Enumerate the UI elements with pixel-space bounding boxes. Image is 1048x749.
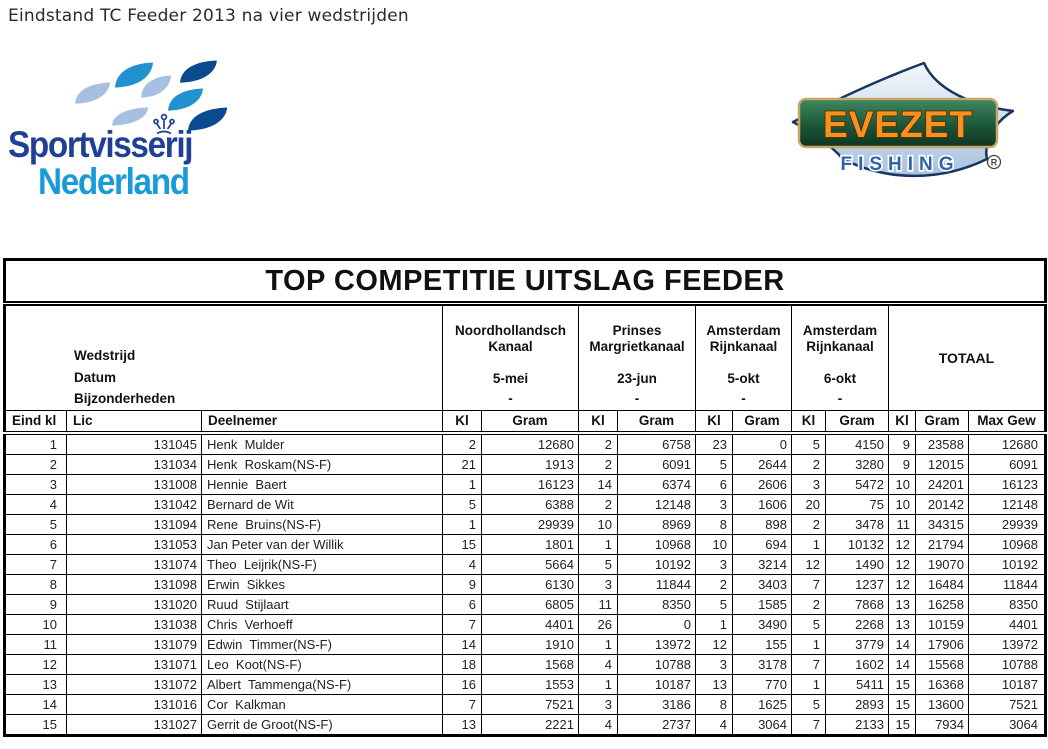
cell-max-gew: 8350 bbox=[969, 595, 1046, 615]
cell-eind-kl: 1 bbox=[5, 433, 67, 455]
cell-kl-tot: 14 bbox=[889, 655, 916, 675]
cell-deelnemer: Gerrit de Groot(NS-F) bbox=[202, 715, 443, 736]
table-row bbox=[5, 555, 1046, 575]
cell-kl-m2: 14 bbox=[579, 475, 618, 495]
cell-deelnemer: Rene Bruins(NS-F) bbox=[202, 515, 443, 535]
cell-gram-m1: 16123 bbox=[482, 475, 579, 495]
table-row bbox=[5, 615, 1046, 635]
cell-lic: 131071 bbox=[67, 655, 202, 675]
cell-kl-m2: 11 bbox=[579, 595, 618, 615]
cell-eind-kl: 15 bbox=[5, 715, 67, 736]
cell-max-gew: 11844 bbox=[969, 575, 1046, 595]
cell-eind-kl: 6 bbox=[5, 535, 67, 555]
cell-kl-m4: 2 bbox=[792, 515, 826, 535]
col-kl-tot: Kl bbox=[889, 411, 916, 434]
cell-deelnemer: Albert Tammenga(NS-F) bbox=[202, 675, 443, 695]
cell-gram-m2: 6758 bbox=[618, 433, 696, 455]
cell-kl-m3: 3 bbox=[696, 495, 733, 515]
cell-gram-m1: 1553 bbox=[482, 675, 579, 695]
table-row bbox=[5, 475, 1046, 495]
col-gram-m3: Gram bbox=[733, 411, 792, 434]
cell-gram-m1: 1910 bbox=[482, 635, 579, 655]
cell-eind-kl: 11 bbox=[5, 635, 67, 655]
cell-max-gew: 10192 bbox=[969, 555, 1046, 575]
cell-gram-m2: 6374 bbox=[618, 475, 696, 495]
cell-kl-m1: 1 bbox=[443, 515, 482, 535]
nederland-wordmark: Nederland bbox=[38, 161, 189, 202]
cell-kl-tot: 15 bbox=[889, 715, 916, 736]
cell-gram-m1: 6388 bbox=[482, 495, 579, 515]
cell-gram-m2: 0 bbox=[618, 615, 696, 635]
results-body bbox=[5, 433, 1046, 736]
cell-gram-m2: 11844 bbox=[618, 575, 696, 595]
cell-kl-m1: 18 bbox=[443, 655, 482, 675]
table-title: TOP COMPETITIE UITSLAG FEEDER bbox=[5, 260, 1046, 304]
label-bijzonderheden: Bijzonderheden bbox=[74, 391, 176, 406]
cell-gram-m3: 3403 bbox=[733, 575, 792, 595]
cell-gram-m2: 6091 bbox=[618, 455, 696, 475]
cell-kl-m3: 2 bbox=[696, 575, 733, 595]
cell-gram-m3: 3064 bbox=[733, 715, 792, 736]
cell-kl-m3: 4 bbox=[696, 715, 733, 736]
cell-lic: 131053 bbox=[67, 535, 202, 555]
cell-gram-tot: 21794 bbox=[916, 535, 969, 555]
cell-kl-tot: 15 bbox=[889, 695, 916, 715]
cell-gram-m1: 7521 bbox=[482, 695, 579, 715]
cell-gram-m2: 3186 bbox=[618, 695, 696, 715]
cell-kl-m4: 7 bbox=[792, 575, 826, 595]
cell-gram-m4: 2893 bbox=[826, 695, 889, 715]
cell-eind-kl: 14 bbox=[5, 695, 67, 715]
cell-gram-m1: 29939 bbox=[482, 515, 579, 535]
cell-deelnemer: Henk Mulder bbox=[202, 433, 443, 455]
cell-kl-m3: 3 bbox=[696, 655, 733, 675]
table-row bbox=[5, 535, 1046, 555]
cell-kl-tot: 15 bbox=[889, 675, 916, 695]
cell-eind-kl: 5 bbox=[5, 515, 67, 535]
cell-kl-m4: 7 bbox=[792, 655, 826, 675]
cell-max-gew: 10968 bbox=[969, 535, 1046, 555]
table-row bbox=[5, 635, 1046, 655]
cell-eind-kl: 10 bbox=[5, 615, 67, 635]
cell-kl-m2: 1 bbox=[579, 635, 618, 655]
cell-eind-kl: 9 bbox=[5, 595, 67, 615]
cell-gram-m4: 4150 bbox=[826, 433, 889, 455]
cell-gram-m1: 6130 bbox=[482, 575, 579, 595]
cell-kl-m1: 14 bbox=[443, 635, 482, 655]
match-4-header bbox=[792, 304, 889, 411]
venues-header-row bbox=[5, 304, 1046, 411]
cell-gram-m4: 1490 bbox=[826, 555, 889, 575]
cell-kl-m2: 3 bbox=[579, 575, 618, 595]
column-header-row bbox=[5, 411, 1046, 434]
cell-kl-m4: 7 bbox=[792, 715, 826, 736]
cell-gram-tot: 19070 bbox=[916, 555, 969, 575]
cell-gram-tot: 24201 bbox=[916, 475, 969, 495]
cell-kl-m1: 2 bbox=[443, 433, 482, 455]
cell-kl-m2: 2 bbox=[579, 495, 618, 515]
cell-kl-m2: 2 bbox=[579, 455, 618, 475]
col-eind-kl: Eind kl bbox=[5, 411, 67, 434]
match-4-venue: Amsterdam Rijnkanaal bbox=[802, 323, 878, 354]
col-lic: Lic bbox=[67, 411, 202, 434]
cell-kl-m2: 3 bbox=[579, 695, 618, 715]
meta-labels-cell bbox=[5, 304, 443, 411]
cell-gram-m2: 10187 bbox=[618, 675, 696, 695]
cell-deelnemer: Ruud Stijlaart bbox=[202, 595, 443, 615]
table-row bbox=[5, 675, 1046, 695]
cell-gram-tot: 34315 bbox=[916, 515, 969, 535]
match-3-bijzonderheden: - bbox=[741, 391, 746, 406]
cell-gram-tot: 12015 bbox=[916, 455, 969, 475]
cell-eind-kl: 12 bbox=[5, 655, 67, 675]
cell-gram-m3: 0 bbox=[733, 433, 792, 455]
cell-gram-m1: 4401 bbox=[482, 615, 579, 635]
cell-gram-m4: 2268 bbox=[826, 615, 889, 635]
cell-gram-m3: 3214 bbox=[733, 555, 792, 575]
cell-kl-m3: 3 bbox=[696, 555, 733, 575]
fishing-wordmark: FISHING bbox=[840, 154, 960, 175]
evezet-wordmark: EVEZET bbox=[823, 104, 973, 145]
match-3-venue: Amsterdam Rijnkanaal bbox=[706, 323, 781, 354]
cell-kl-tot: 10 bbox=[889, 475, 916, 495]
cell-gram-tot: 16258 bbox=[916, 595, 969, 615]
table-row bbox=[5, 695, 1046, 715]
cell-gram-m4: 5472 bbox=[826, 475, 889, 495]
cell-kl-m4: 20 bbox=[792, 495, 826, 515]
cell-kl-m1: 7 bbox=[443, 695, 482, 715]
cell-kl-m2: 2 bbox=[579, 433, 618, 455]
match-2-date: 23-jun bbox=[617, 371, 657, 386]
cell-kl-tot: 14 bbox=[889, 635, 916, 655]
cell-eind-kl: 7 bbox=[5, 555, 67, 575]
match-1-venue: Noordhollandsch Kanaal bbox=[455, 323, 566, 354]
cell-kl-m1: 6 bbox=[443, 595, 482, 615]
cell-kl-m1: 21 bbox=[443, 455, 482, 475]
match-1-bijzonderheden: - bbox=[508, 391, 513, 406]
cell-kl-m2: 1 bbox=[579, 675, 618, 695]
cell-gram-m3: 2644 bbox=[733, 455, 792, 475]
table-row bbox=[5, 655, 1046, 675]
totaal-header bbox=[889, 304, 1046, 411]
cell-deelnemer: Henk Roskam(NS-F) bbox=[202, 455, 443, 475]
cell-gram-tot: 13600 bbox=[916, 695, 969, 715]
cell-gram-m4: 75 bbox=[826, 495, 889, 515]
cell-gram-m3: 3490 bbox=[733, 615, 792, 635]
col-gram-tot: Gram bbox=[916, 411, 969, 434]
cell-gram-m1: 12680 bbox=[482, 433, 579, 455]
cell-kl-m4: 12 bbox=[792, 555, 826, 575]
col-gram-m1: Gram bbox=[482, 411, 579, 434]
cell-eind-kl: 2 bbox=[5, 455, 67, 475]
sportvisserij-nederland-logo bbox=[5, 53, 250, 208]
cell-eind-kl: 3 bbox=[5, 475, 67, 495]
col-gram-m2: Gram bbox=[618, 411, 696, 434]
cell-max-gew: 10788 bbox=[969, 655, 1046, 675]
cell-gram-tot: 10159 bbox=[916, 615, 969, 635]
cell-kl-tot: 12 bbox=[889, 575, 916, 595]
col-kl-m1: Kl bbox=[443, 411, 482, 434]
cell-kl-m3: 23 bbox=[696, 433, 733, 455]
cell-lic: 131094 bbox=[67, 515, 202, 535]
cell-eind-kl: 13 bbox=[5, 675, 67, 695]
cell-gram-m2: 2737 bbox=[618, 715, 696, 736]
page-title: Eindstand TC Feeder 2013 na vier wedstrijden bbox=[8, 6, 409, 26]
cell-max-gew: 29939 bbox=[969, 515, 1046, 535]
cell-deelnemer: Chris Verhoeff bbox=[202, 615, 443, 635]
cell-kl-tot: 13 bbox=[889, 615, 916, 635]
label-datum: Datum bbox=[74, 370, 117, 385]
col-gram-m4: Gram bbox=[826, 411, 889, 434]
cell-gram-m1: 1568 bbox=[482, 655, 579, 675]
cell-kl-m4: 2 bbox=[792, 455, 826, 475]
cell-kl-m2: 4 bbox=[579, 655, 618, 675]
table-row bbox=[5, 715, 1046, 736]
cell-gram-m3: 2606 bbox=[733, 475, 792, 495]
cell-kl-m3: 6 bbox=[696, 475, 733, 495]
cell-max-gew: 3064 bbox=[969, 715, 1046, 736]
cell-gram-tot: 15568 bbox=[916, 655, 969, 675]
cell-gram-m4: 1237 bbox=[826, 575, 889, 595]
match-4-date: 6-okt bbox=[823, 371, 857, 386]
cell-gram-tot: 23588 bbox=[916, 433, 969, 455]
cell-lic: 131042 bbox=[67, 495, 202, 515]
svg-text:R: R bbox=[990, 157, 998, 168]
cell-deelnemer: Leo Koot(NS-F) bbox=[202, 655, 443, 675]
cell-gram-m2: 10788 bbox=[618, 655, 696, 675]
cell-gram-m2: 8350 bbox=[618, 595, 696, 615]
table-row bbox=[5, 433, 1046, 455]
cell-eind-kl: 4 bbox=[5, 495, 67, 515]
cell-kl-tot: 9 bbox=[889, 433, 916, 455]
cell-deelnemer: Erwin Sikkes bbox=[202, 575, 443, 595]
table-row bbox=[5, 515, 1046, 535]
cell-lic: 131045 bbox=[67, 433, 202, 455]
cell-kl-tot: 11 bbox=[889, 515, 916, 535]
match-2-venue: Prinses Margrietkanaal bbox=[589, 323, 685, 354]
cell-kl-m2: 1 bbox=[579, 535, 618, 555]
cell-max-gew: 10187 bbox=[969, 675, 1046, 695]
cell-kl-m4: 1 bbox=[792, 635, 826, 655]
cell-gram-m4: 3478 bbox=[826, 515, 889, 535]
cell-gram-m3: 3178 bbox=[733, 655, 792, 675]
evezet-fishing-logo bbox=[788, 58, 1018, 188]
cell-gram-m3: 694 bbox=[733, 535, 792, 555]
cell-gram-tot: 16368 bbox=[916, 675, 969, 695]
cell-max-gew: 12148 bbox=[969, 495, 1046, 515]
cell-lic: 131027 bbox=[67, 715, 202, 736]
cell-kl-m2: 10 bbox=[579, 515, 618, 535]
cell-kl-m1: 13 bbox=[443, 715, 482, 736]
table-row bbox=[5, 575, 1046, 595]
cell-kl-m4: 3 bbox=[792, 475, 826, 495]
cell-lic: 131034 bbox=[67, 455, 202, 475]
cell-kl-m3: 8 bbox=[696, 515, 733, 535]
cell-kl-m2: 5 bbox=[579, 555, 618, 575]
cell-kl-m3: 1 bbox=[696, 615, 733, 635]
cell-kl-m4: 5 bbox=[792, 695, 826, 715]
cell-gram-m1: 5664 bbox=[482, 555, 579, 575]
cell-kl-tot: 10 bbox=[889, 495, 916, 515]
cell-lic: 131098 bbox=[67, 575, 202, 595]
match-2-header bbox=[579, 304, 696, 411]
cell-gram-tot: 17906 bbox=[916, 635, 969, 655]
cell-gram-tot: 7934 bbox=[916, 715, 969, 736]
results-table bbox=[3, 258, 1047, 737]
cell-kl-m1: 1 bbox=[443, 475, 482, 495]
cell-kl-m1: 5 bbox=[443, 495, 482, 515]
label-wedstrijd: Wedstrijd bbox=[74, 348, 136, 363]
registered-trademark-icon bbox=[988, 156, 1001, 169]
cell-kl-m2: 26 bbox=[579, 615, 618, 635]
cell-lic: 131074 bbox=[67, 555, 202, 575]
cell-gram-m4: 5411 bbox=[826, 675, 889, 695]
cell-lic: 131016 bbox=[67, 695, 202, 715]
cell-kl-m4: 5 bbox=[792, 615, 826, 635]
cell-max-gew: 6091 bbox=[969, 455, 1046, 475]
cell-deelnemer: Cor Kalkman bbox=[202, 695, 443, 715]
cell-kl-m3: 13 bbox=[696, 675, 733, 695]
cell-lic: 131020 bbox=[67, 595, 202, 615]
cell-kl-m1: 16 bbox=[443, 675, 482, 695]
cell-gram-m4: 10132 bbox=[826, 535, 889, 555]
cell-max-gew: 7521 bbox=[969, 695, 1046, 715]
match-1-header bbox=[443, 304, 579, 411]
cell-gram-m1: 1913 bbox=[482, 455, 579, 475]
match-2-bijzonderheden: - bbox=[634, 391, 640, 406]
cell-kl-tot: 13 bbox=[889, 595, 916, 615]
cell-lic: 131072 bbox=[67, 675, 202, 695]
cell-max-gew: 12680 bbox=[969, 433, 1046, 455]
cell-gram-m1: 2221 bbox=[482, 715, 579, 736]
cell-gram-m2: 13972 bbox=[618, 635, 696, 655]
col-kl-m3: Kl bbox=[696, 411, 733, 434]
cell-kl-m1: 15 bbox=[443, 535, 482, 555]
table-row bbox=[5, 595, 1046, 615]
cell-kl-tot: 9 bbox=[889, 455, 916, 475]
cell-kl-m3: 12 bbox=[696, 635, 733, 655]
col-kl-m4: Kl bbox=[792, 411, 826, 434]
cell-eind-kl: 8 bbox=[5, 575, 67, 595]
cell-kl-m2: 4 bbox=[579, 715, 618, 736]
table-title-row bbox=[5, 260, 1046, 304]
cell-gram-m3: 1606 bbox=[733, 495, 792, 515]
match-3-header bbox=[696, 304, 792, 411]
cell-kl-m3: 5 bbox=[696, 595, 733, 615]
cell-gram-m3: 155 bbox=[733, 635, 792, 655]
cell-gram-m4: 3779 bbox=[826, 635, 889, 655]
cell-gram-m3: 770 bbox=[733, 675, 792, 695]
match-1-date: 5-mei bbox=[492, 371, 529, 386]
col-kl-m2: Kl bbox=[579, 411, 618, 434]
cell-gram-m4: 2133 bbox=[826, 715, 889, 736]
match-3-date: 5-okt bbox=[727, 371, 760, 386]
cell-kl-m1: 4 bbox=[443, 555, 482, 575]
cell-gram-m3: 1585 bbox=[733, 595, 792, 615]
cell-gram-m3: 898 bbox=[733, 515, 792, 535]
cell-deelnemer: Edwin Timmer(NS-F) bbox=[202, 635, 443, 655]
cell-gram-m3: 1625 bbox=[733, 695, 792, 715]
cell-max-gew: 4401 bbox=[969, 615, 1046, 635]
cell-kl-m4: 1 bbox=[792, 535, 826, 555]
cell-deelnemer: Hennie Baert bbox=[202, 475, 443, 495]
col-max-gew: Max Gew bbox=[969, 411, 1046, 434]
cell-kl-tot: 12 bbox=[889, 555, 916, 575]
cell-lic: 131008 bbox=[67, 475, 202, 495]
cell-gram-tot: 16484 bbox=[916, 575, 969, 595]
table-row bbox=[5, 495, 1046, 515]
cell-gram-m2: 12148 bbox=[618, 495, 696, 515]
cell-kl-tot: 12 bbox=[889, 535, 916, 555]
cell-kl-m4: 2 bbox=[792, 595, 826, 615]
cell-max-gew: 16123 bbox=[969, 475, 1046, 495]
cell-kl-m3: 10 bbox=[696, 535, 733, 555]
cell-gram-m2: 10968 bbox=[618, 535, 696, 555]
totaal-label: TOTAAL bbox=[938, 350, 995, 366]
cell-gram-tot: 20142 bbox=[916, 495, 969, 515]
col-deelnemer: Deelnemer bbox=[202, 411, 443, 434]
cell-gram-m1: 6805 bbox=[482, 595, 579, 615]
cell-gram-m4: 7868 bbox=[826, 595, 889, 615]
cell-kl-m1: 7 bbox=[443, 615, 482, 635]
match-4-bijzonderheden: - bbox=[837, 391, 843, 406]
cell-kl-m3: 8 bbox=[696, 695, 733, 715]
cell-kl-m4: 1 bbox=[792, 675, 826, 695]
cell-deelnemer: Jan Peter van der Willik bbox=[202, 535, 443, 555]
cell-kl-m3: 5 bbox=[696, 455, 733, 475]
cell-deelnemer: Bernard de Wit bbox=[202, 495, 443, 515]
cell-kl-m1: 9 bbox=[443, 575, 482, 595]
cell-deelnemer: Theo Leijrik(NS-F) bbox=[202, 555, 443, 575]
sportvisserij-wordmark: Sportvisserij bbox=[8, 124, 193, 165]
cell-lic: 131079 bbox=[67, 635, 202, 655]
cell-gram-m2: 8969 bbox=[618, 515, 696, 535]
table-row bbox=[5, 455, 1046, 475]
cell-kl-m4: 5 bbox=[792, 433, 826, 455]
cell-gram-m4: 1602 bbox=[826, 655, 889, 675]
cell-max-gew: 13972 bbox=[969, 635, 1046, 655]
cell-gram-m4: 3280 bbox=[826, 455, 889, 475]
cell-gram-m2: 10192 bbox=[618, 555, 696, 575]
cell-lic: 131038 bbox=[67, 615, 202, 635]
cell-gram-m1: 1801 bbox=[482, 535, 579, 555]
